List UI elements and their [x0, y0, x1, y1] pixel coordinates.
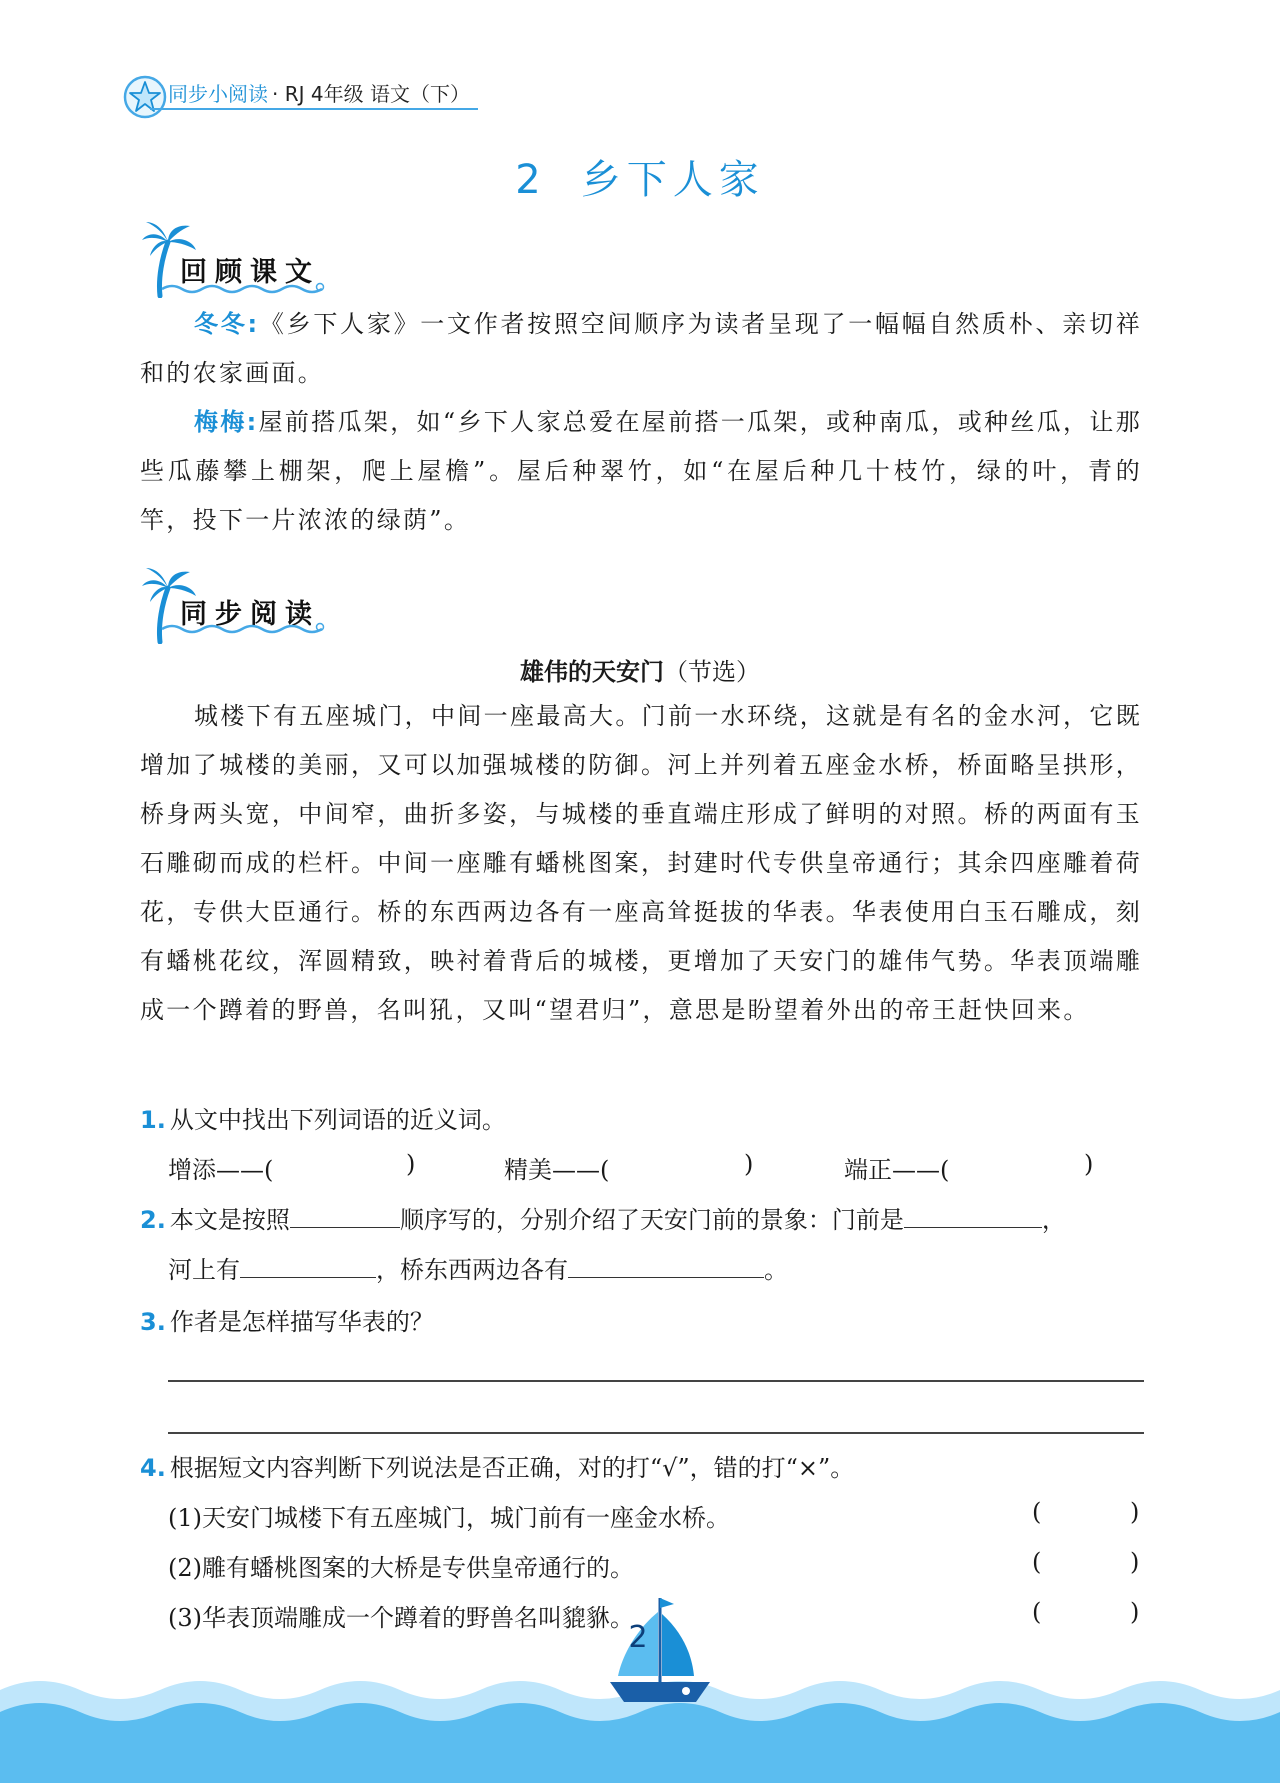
paren-close: )	[1084, 1150, 1094, 1178]
word-label: 增添——(	[168, 1156, 274, 1184]
fill-blank[interactable]	[568, 1253, 764, 1278]
wave-underline-icon	[160, 282, 330, 296]
answer-paren-close[interactable]: )	[1130, 1498, 1140, 1526]
synonym-item-3	[844, 1150, 949, 1185]
fill-blank[interactable]	[290, 1203, 400, 1228]
question-text: 从文中找出下列词语的近义词。	[169, 1106, 506, 1134]
section-heading-review: 回顾课文	[180, 257, 320, 288]
question-number: 1.	[140, 1106, 166, 1134]
word-label: 精美——(	[504, 1156, 610, 1184]
lesson-name: 乡下人家	[580, 157, 765, 203]
header-series	[168, 78, 470, 107]
question-number: 4.	[140, 1454, 166, 1482]
section-heading-reading: 同步阅读	[180, 599, 320, 630]
question-4	[140, 1448, 854, 1483]
question-3	[140, 1302, 434, 1337]
question-text: ，桥东西两边各有	[376, 1256, 568, 1284]
series-name: 同步小阅读	[168, 82, 268, 106]
answer-line[interactable]	[168, 1432, 1144, 1434]
question-number: 3.	[140, 1308, 166, 1336]
article-body: 城楼下有五座城门，中间一座最高大。门前一水环绕，这就是有名的金水河，它既增加了城楼的美丽，又可以加强城楼的防御。河上并列着五座金水桥，桥面略呈拱形，桥身两头宽，中间窄，曲折多姿，与城楼的垂直端庄形成了鲜明的对照。桥的两面有玉石雕砌而成的栏杆。中间一座雕有蟠桃图案，封建时代专供皇帝通行；其余四座雕着荷花，专供大臣通行。桥的东西两边各有一座高耸挺拔的华表。华表使用白玉石雕成，刻有蟠桃花纹，浑圆精致，映衬着背后的城楼，更增加了天安门的雄伟气势。华表顶端雕成一个蹲着的野兽，名叫犼，又叫“望君归”，意思是盼望着外出的帝王赶快回来。	[140, 702, 1142, 1024]
synonym-item-2	[504, 1150, 609, 1185]
answer-paren-open[interactable]: (	[1032, 1498, 1042, 1526]
judge-item-2: (2)雕有蟠桃图案的大桥是专供皇帝通行的。	[168, 1554, 634, 1582]
question-text: 。	[764, 1256, 788, 1284]
fill-blank[interactable]	[904, 1203, 1042, 1228]
answer-paren-close[interactable]: )	[1130, 1548, 1140, 1576]
question-1	[140, 1100, 506, 1135]
lesson-number: 2	[515, 157, 547, 203]
word-label: 端正——(	[844, 1156, 950, 1184]
review-paragraph-1	[140, 300, 1142, 398]
fill-blank[interactable]	[240, 1253, 376, 1278]
paren-close: )	[406, 1150, 416, 1178]
review-text-1: 《乡下人家》一文作者按照空间顺序为读者呈现了一幅幅自然质朴、亲切祥和的农家画面。	[140, 310, 1142, 387]
review-paragraph-2	[140, 398, 1142, 545]
grade-subject: · RJ 4年级 语文（下）	[272, 82, 470, 106]
judge-item-3: (3)华表顶端雕成一个蹲着的野兽名叫貔貅。	[168, 1604, 634, 1632]
question-text: 本文是按照	[169, 1206, 290, 1234]
question-2-line-2	[168, 1250, 788, 1285]
synonym-close-2	[744, 1150, 753, 1178]
speaker-meimei: 梅梅:	[194, 408, 259, 436]
question-number: 2.	[140, 1206, 166, 1234]
answer-paren-open[interactable]: (	[1032, 1598, 1042, 1626]
article-subtitle: （节选）	[664, 658, 760, 686]
question-2	[140, 1200, 1066, 1235]
question-text: 顺序写的，分别介绍了天安门前的景象：门前是	[399, 1206, 904, 1234]
paren-close: )	[744, 1150, 754, 1178]
answer-paren-close[interactable]: )	[1130, 1598, 1140, 1626]
synonym-item-1	[168, 1150, 273, 1185]
wave-underline-icon	[160, 622, 330, 636]
synonym-close-1	[406, 1150, 415, 1178]
question-text: 河上有	[168, 1256, 240, 1284]
question-text: ，	[1041, 1206, 1066, 1234]
answer-line[interactable]	[168, 1380, 1144, 1382]
article-title-text: 雄伟的天安门	[520, 658, 664, 686]
judge-item-1: (1)天安门城楼下有五座城门，城门前有一座金水桥。	[168, 1504, 730, 1532]
starfish-logo-icon	[122, 74, 168, 120]
question-text: 作者是怎样描写华表的？	[169, 1308, 434, 1336]
synonym-close-3	[1084, 1150, 1093, 1178]
question-text: 根据短文内容判断下列说法是否正确，对的打“√”，错的打“×”。	[169, 1454, 855, 1482]
lesson-title	[0, 148, 1280, 205]
header-underline	[150, 108, 478, 110]
review-text-2: 屋前搭瓜架，如“乡下人家总爱在屋前搭一瓜架，或种南瓜，或种丝瓜，让那些瓜藤攀上棚架，爬上屋檐”。屋后种翠竹，如“在屋后种几十枝竹，绿的叶，青的竿，投下一片浓浓的绿荫”。	[140, 408, 1143, 534]
page-number: 2	[628, 1620, 648, 1655]
article-title	[0, 652, 1280, 687]
speaker-dongdong: 冬冬:	[194, 310, 260, 338]
answer-paren-open[interactable]: (	[1032, 1548, 1042, 1576]
